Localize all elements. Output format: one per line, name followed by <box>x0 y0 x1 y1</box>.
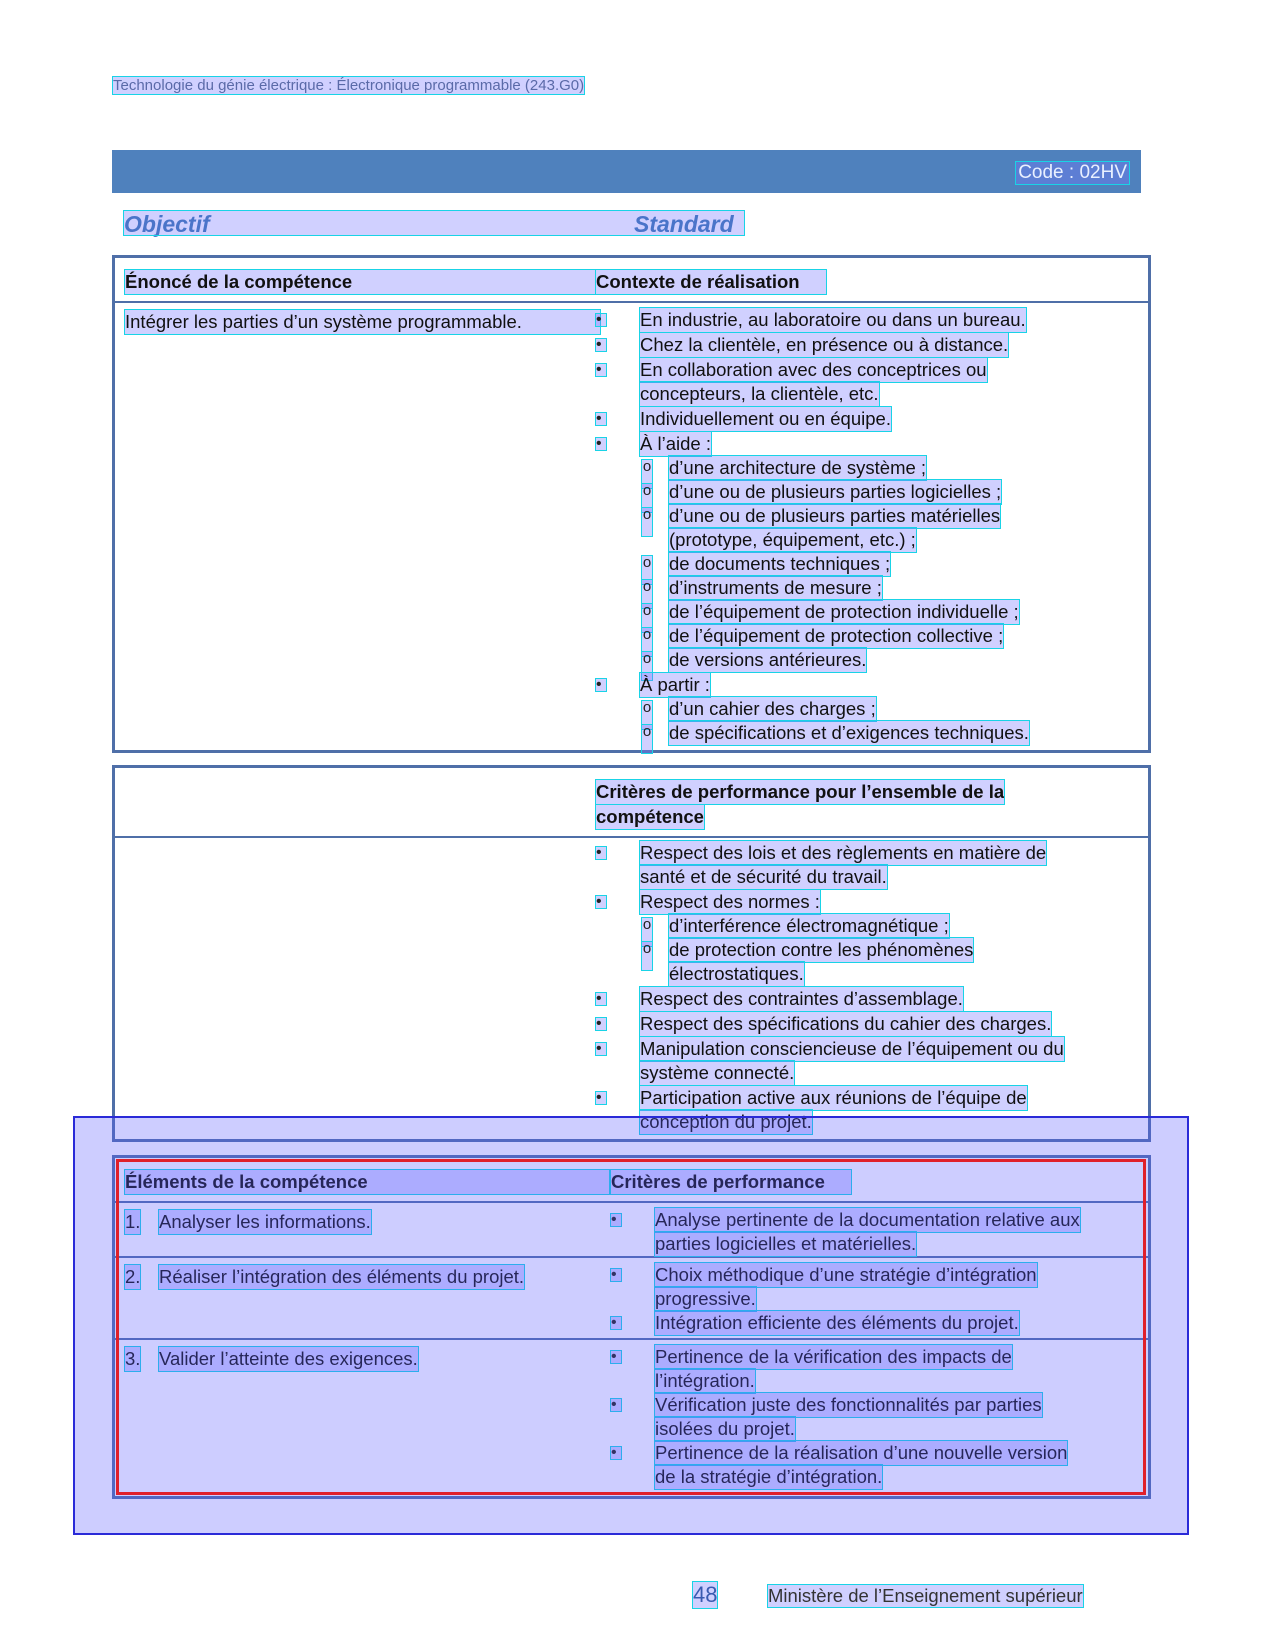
list-item-text: Respect des normes : <box>640 891 820 912</box>
criteria-heading: Critères de performance <box>611 1170 851 1194</box>
competence-code: Code : 02HV <box>1018 162 1127 183</box>
list-item-text: À partir : <box>640 674 710 695</box>
sub-bullet-icon: o <box>642 460 652 488</box>
bullet-icon: • <box>611 1351 621 1363</box>
list-item-text: À l’aide : <box>640 433 711 454</box>
bullet-icon: • <box>611 1317 621 1329</box>
sub-bullet-icon: o <box>642 652 652 680</box>
bullet-icon: • <box>611 1399 621 1411</box>
bullet-icon: • <box>596 1092 606 1104</box>
list-item-text: Individuellement ou en équipe. <box>640 408 891 429</box>
context-table <box>112 255 1151 753</box>
objectif-heading: Objectif <box>124 211 210 237</box>
list-item-text: conception du projet. <box>640 1111 812 1132</box>
sub-item-text: d’une ou de plusieurs parties logicielles ; <box>669 481 1002 502</box>
element-text: Réaliser l’intégration des éléments du projet. <box>159 1266 525 1287</box>
sub-item-text: de protection contre les phénomènes <box>669 939 974 960</box>
sub-item-text: de l’équipement de protection collective ; <box>669 625 1004 646</box>
sub-bullet-icon: o <box>642 918 652 946</box>
criterion-text: parties logicielles et matérielles. <box>655 1233 917 1254</box>
element-number: 2. <box>125 1266 141 1287</box>
elements-heading: Éléments de la compétence <box>125 1170 609 1194</box>
selection-box <box>116 1159 1146 1495</box>
sub-bullet-icon: o <box>642 484 652 512</box>
bullet-icon: • <box>596 993 606 1005</box>
context-table-divider <box>115 301 1148 303</box>
bullet-icon: • <box>596 339 606 351</box>
bullet-icon: • <box>596 438 606 450</box>
competence-statement: Intégrer les parties d’un système programmable. <box>125 310 600 334</box>
bullet-icon: • <box>611 1447 621 1459</box>
bullet-icon: • <box>596 847 606 859</box>
criterion-text: Intégration efficiente des éléments du projet. <box>655 1312 1019 1333</box>
sub-bullet-icon: o <box>642 942 652 970</box>
sub-bullet-icon: o <box>642 508 652 536</box>
list-item-text: système connecté. <box>640 1062 795 1083</box>
sub-item-text: électrostatiques. <box>669 963 804 984</box>
sub-item-text: d’une ou de plusieurs parties matérielles <box>669 505 1001 526</box>
sub-item-text: de spécifications et d’exigences techniques. <box>669 722 1029 743</box>
bullet-icon: • <box>596 679 606 691</box>
bullet-icon: • <box>596 413 606 425</box>
sub-item-text: d’un cahier des charges ; <box>669 698 876 719</box>
sub-bullet-icon: o <box>642 604 652 632</box>
bullet-icon: • <box>596 314 606 326</box>
sub-item-text: de versions antérieures. <box>669 649 867 670</box>
criterion-text: Analyse pertinente de la documentation relative aux <box>655 1209 1080 1230</box>
element-text: Valider l’atteinte des exigences. <box>159 1348 418 1369</box>
sub-item-text: de documents techniques ; <box>669 553 891 574</box>
list-item-text: Chez la clientèle, en présence ou à distance. <box>640 334 1009 355</box>
list-item-text: Manipulation consciencieuse de l’équipement ou du <box>640 1038 1064 1059</box>
sub-item-text: d’une architecture de système ; <box>669 457 927 478</box>
list-item-text: En collaboration avec des conceptrices ou <box>640 359 987 380</box>
sub-item-text: d’interférence électromagnétique ; <box>669 915 949 936</box>
element-number: 1. <box>125 1211 141 1232</box>
criterion-text: l’intégration. <box>655 1370 755 1391</box>
bullet-icon: • <box>596 1018 606 1030</box>
bullet-icon: • <box>611 1214 621 1226</box>
list-item-text: Respect des contraintes d’assemblage. <box>640 988 963 1009</box>
sub-bullet-icon: o <box>642 725 652 753</box>
sub-bullet-icon: o <box>642 580 652 608</box>
list-item-text: concepteurs, la clientèle, etc. <box>640 383 879 404</box>
bullet-icon: • <box>596 364 606 376</box>
list-item-text: Participation active aux réunions de l’équipe de <box>640 1087 1027 1108</box>
list-item-text: En industrie, au laboratoire ou dans un bureau. <box>640 309 1026 330</box>
page-number: 48 <box>693 1582 718 1607</box>
objective-standard-row <box>124 211 744 235</box>
footer-ministry: Ministère de l’Enseignement supérieur <box>768 1585 1083 1606</box>
sub-item-text: (prototype, équipement, etc.) ; <box>669 529 916 550</box>
sub-item-text: de l’équipement de protection individuelle ; <box>669 601 1019 622</box>
performance-criteria-table <box>112 765 1151 1142</box>
sub-bullet-icon: o <box>642 556 652 584</box>
sub-item-text: d’instruments de mesure ; <box>669 577 882 598</box>
standard-heading: Standard <box>634 211 734 237</box>
bullet-icon: • <box>611 1269 621 1281</box>
criterion-text: isolées du projet. <box>655 1418 795 1439</box>
criterion-text: Vérification juste des fonctionnalités par parties <box>655 1394 1042 1415</box>
performance-criteria-heading-line1: Critères de performance pour l’ensemble de la <box>596 781 1005 802</box>
document-header-title: Technologie du génie électrique : Électronique programmable (243.G0) <box>113 77 585 94</box>
bullet-icon: • <box>596 1043 606 1055</box>
criterion-text: progressive. <box>655 1288 756 1309</box>
competence-statement-heading: Énoncé de la compétence <box>125 270 595 294</box>
list-item-text: Respect des spécifications du cahier des charges. <box>640 1013 1052 1034</box>
criterion-text: Choix méthodique d’une stratégie d’intégration <box>655 1264 1037 1285</box>
list-item-text: Respect des lois et des règlements en matière de <box>640 842 1047 863</box>
criterion-text: de la stratégie d’intégration. <box>655 1466 883 1487</box>
list-item-text: santé et de sécurité du travail. <box>640 866 887 887</box>
code-bar <box>112 150 1141 193</box>
criterion-text: Pertinence de la vérification des impacts de <box>655 1346 1012 1367</box>
sub-bullet-icon: o <box>642 701 652 729</box>
element-text: Analyser les informations. <box>159 1211 371 1232</box>
sub-bullet-icon: o <box>642 628 652 656</box>
context-heading: Contexte de réalisation <box>596 270 826 294</box>
criterion-text: Pertinence de la réalisation d’une nouvelle version <box>655 1442 1068 1463</box>
performance-criteria-divider <box>115 836 1148 838</box>
performance-criteria-heading-line2: compétence <box>596 806 704 827</box>
element-number: 3. <box>125 1348 141 1369</box>
bullet-icon: • <box>596 896 606 908</box>
